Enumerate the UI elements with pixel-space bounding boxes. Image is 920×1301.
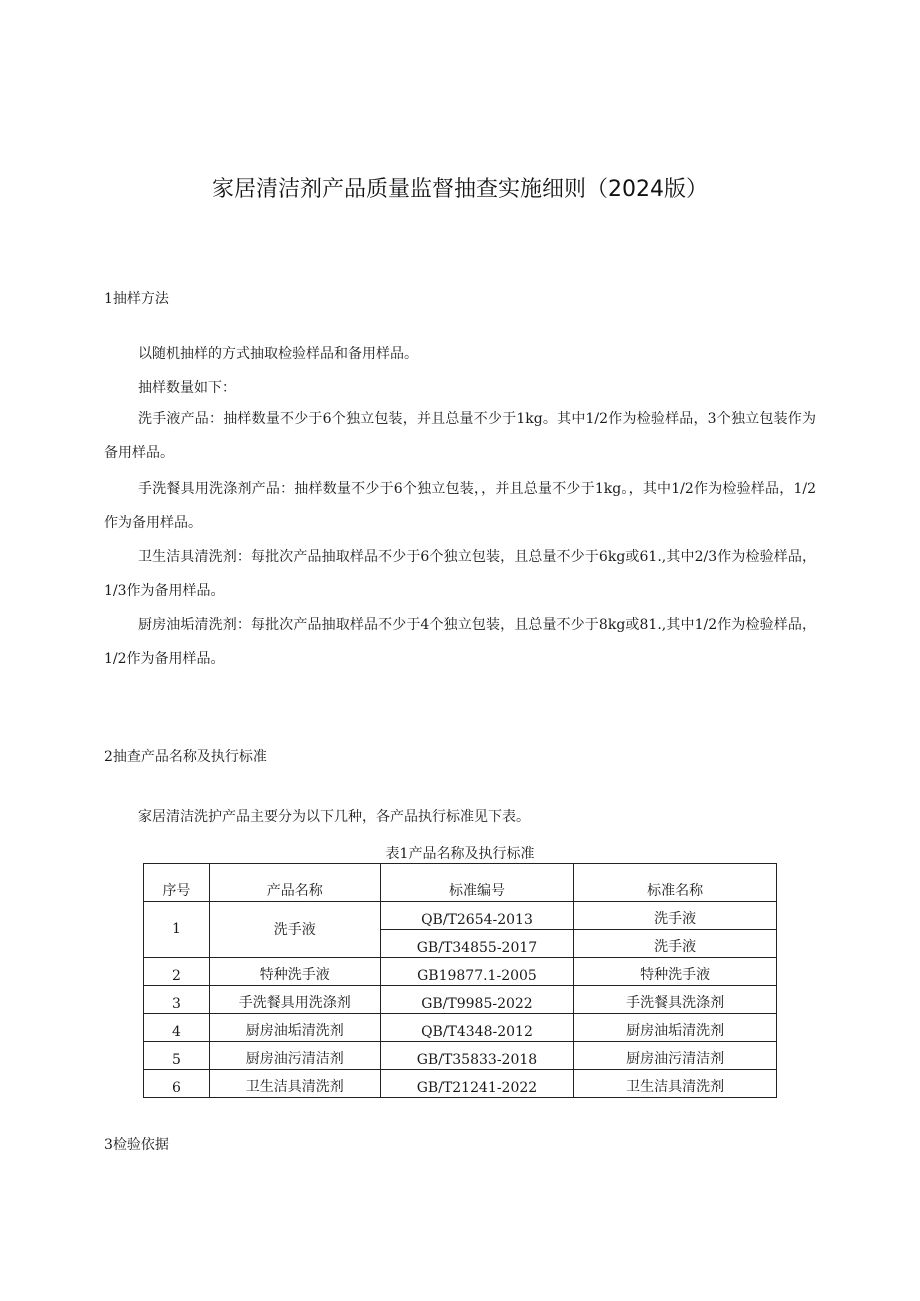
row-product-name: 特种洗手液 — [209, 958, 380, 986]
row-standard-title: 厨房油垢清洗剂 — [574, 1014, 777, 1042]
sampling-intro: 以随机抽样的方式抽取检验样品和备用样品。 — [138, 346, 418, 362]
row-product-name: 卫生洁具清洗剂 — [209, 1070, 380, 1098]
table-header-row — [144, 864, 777, 902]
row-product-name: 厨房油污清洁剂 — [209, 1042, 380, 1070]
row-product-name: 厨房油垢清洗剂 — [209, 1014, 380, 1042]
section-1-heading: 1抽样方法 — [104, 291, 169, 307]
table-row — [144, 1042, 777, 1070]
row-standard-title: 洗手液 — [574, 902, 777, 930]
row-product-name: 手洗餐具用洗涤剂 — [209, 986, 380, 1014]
row-standard-title: 特种洗手液 — [574, 958, 777, 986]
row-standard-title: 洗手液 — [574, 930, 777, 958]
table-row — [144, 986, 777, 1014]
row-product-name: 洗手液 — [209, 902, 380, 958]
row-number: 5 — [144, 1042, 210, 1070]
standards-intro: 家居清洁洗护产品主要分为以下几种，各产品执行标准见下表。 — [138, 809, 530, 825]
row-standard-title: 卫生洁具清洗剂 — [574, 1070, 777, 1098]
standards-table — [143, 863, 777, 1098]
table-caption: 表1产品名称及执行标准 — [385, 846, 535, 862]
column-header-product-name: 产品名称 — [209, 864, 380, 902]
row-number: 4 — [144, 1014, 210, 1042]
row-number: 6 — [144, 1070, 210, 1098]
row-number: 1 — [144, 902, 210, 958]
sampling-quantity-label: 抽样数量如下： — [138, 380, 236, 396]
row-standard-code: GB/T35833-2018 — [380, 1042, 574, 1070]
row-standard-code: GB/T21241-2022 — [380, 1070, 574, 1098]
sampling-item-dish-detergent: 手洗餐具用洗涤剂产品：抽样数量不少于6个独立包装，，并且总量不少于1kg。，其中1/2作为检验样品，1/2作为备用样品。 — [104, 481, 816, 531]
column-header-number: 序号 — [144, 864, 210, 902]
row-standard-code: GB/T9985-2022 — [380, 986, 574, 1014]
row-standard-code: GB/T34855-2017 — [380, 930, 574, 958]
sampling-item-hand-wash: 洗手液产品：抽样数量不少于6个独立包装，并且总量不少于1kg。其中1/2作为检验样品，3个独立包装作为备用样品。 — [104, 411, 816, 461]
sampling-item-kitchen-degreaser: 厨房油垢清洗剂：每批次产品抽取样品不少于4个独立包装，且总量不少于8kg或81.,其中1/2作为检验样品，1/2作为备用样品。 — [104, 617, 816, 667]
row-standard-title: 厨房油污清洁剂 — [574, 1042, 777, 1070]
column-header-standard-code: 标准编号 — [380, 864, 574, 902]
row-standard-title: 手洗餐具洗涤剂 — [574, 986, 777, 1014]
table-row — [144, 902, 777, 930]
section-2-heading: 2抽查产品名称及执行标准 — [104, 749, 267, 765]
document-title: 家居清洁剂产品质量监督抽查实施细则（2024版） — [212, 177, 708, 202]
row-standard-code: QB/T4348-2012 — [380, 1014, 574, 1042]
row-standard-code: GB19877.1-2005 — [380, 958, 574, 986]
column-header-standard-name: 标准名称 — [574, 864, 777, 902]
row-number: 3 — [144, 986, 210, 1014]
row-number: 2 — [144, 958, 210, 986]
row-standard-code: QB/T2654-2013 — [380, 902, 574, 930]
section-3-heading: 3检验依据 — [104, 1137, 169, 1153]
table-row — [144, 958, 777, 986]
table-row — [144, 1014, 777, 1042]
sampling-item-sanitary-cleaner: 卫生洁具清洗剂：每批次产品抽取样品不少于6个独立包装，且总量不少于6kg或61.,其中2/3作为检验样品，1/3作为备用样品。 — [104, 549, 816, 599]
table-row — [144, 1070, 777, 1098]
